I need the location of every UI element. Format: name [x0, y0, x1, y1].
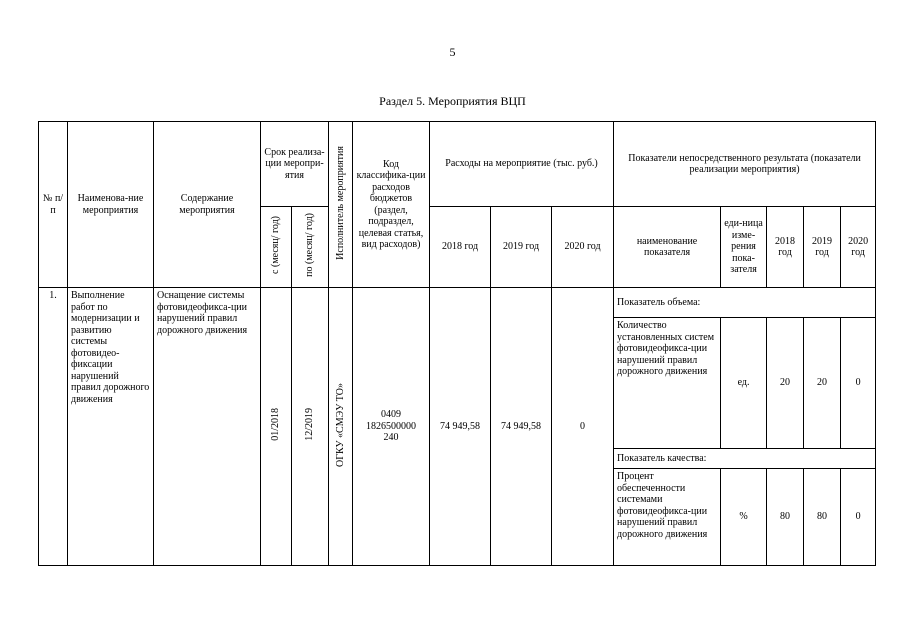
- header-row-1: [39, 122, 876, 207]
- header-ind-2020: 2020 год: [841, 207, 876, 288]
- page-number: 5: [449, 45, 456, 59]
- header-term-from-text: с (месяц/ год): [270, 216, 282, 275]
- header-term: Срок реализа-ции меропри-ятия: [261, 122, 329, 207]
- header-expenses: Расходы на мероприятие (тыс. руб.): [430, 122, 614, 207]
- indicator-2019: 20: [804, 318, 841, 449]
- row-content: Оснащение системы фотовидеофикса-ции нарушений правил дорожного движения: [154, 288, 261, 566]
- table-row: [39, 288, 876, 318]
- row-code-line3: 240: [383, 432, 399, 444]
- row-exp-2018: 74 949,58: [430, 288, 491, 566]
- indicator-name: Количество установленных систем фотовидеофикса-ции нарушений правил дорожного движения: [614, 318, 721, 449]
- section-title: Раздел 5. Мероприятия ВЦП: [379, 94, 526, 108]
- header-ind-unit: еди-ница изме-рения пока-зателя: [721, 207, 767, 288]
- header-content: Содержание мероприятия: [154, 122, 261, 288]
- row-name: Выполнение работ по модернизации и развитию системы фотовидео-фиксации нарушений правил дорожного движения: [68, 288, 154, 566]
- header-num: № п/п: [39, 122, 68, 288]
- row-code-line1: 0409: [381, 409, 402, 421]
- header-ind-2019: 2019 год: [804, 207, 841, 288]
- header-executor: [329, 122, 353, 288]
- row-exp-2020: 0: [552, 288, 614, 566]
- row-from: [261, 288, 292, 566]
- indicator-unit: ед.: [721, 318, 767, 449]
- row-from-text: 01/2018: [270, 408, 282, 442]
- row-num: 1.: [39, 288, 68, 566]
- header-code: Код классифика-ции расходов бюджетов (раздел, подраздел, целевая статья, вид расходов): [353, 122, 430, 288]
- indicator-2019: 80: [804, 469, 841, 566]
- row-code-line2: 1826500000: [366, 420, 417, 432]
- row-code: [353, 288, 430, 566]
- indicator-2020: 0: [841, 469, 876, 566]
- header-name: Наименова-ние мероприятия: [68, 122, 154, 288]
- header-term-from: [261, 207, 292, 288]
- header-ind-2018: 2018 год: [767, 207, 804, 288]
- indicator-2018: 80: [767, 469, 804, 566]
- indicator-2020: 0: [841, 318, 876, 449]
- header-year-2018: 2018 год: [430, 207, 491, 288]
- indicator-unit: %: [721, 469, 767, 566]
- header-executor-text: Исполнитель мероприятия: [334, 145, 346, 260]
- header-year-2020: 2020 год: [552, 207, 614, 288]
- header-ind-name: наименование показателя: [614, 207, 721, 288]
- indicator-name: Процент обеспеченности системами фотовидеофикса-ции нарушений правил дорожного движения: [614, 469, 721, 566]
- header-indicators: Показатели непосредственного результата (показатели реализации мероприятия): [614, 122, 876, 207]
- row-executor: [329, 288, 353, 566]
- header-year-2019: 2019 год: [491, 207, 552, 288]
- indicator-group-quality: Показатель качества:: [614, 449, 876, 469]
- row-executor-text: ОГКУ «СМЭУ ТО»: [334, 382, 346, 467]
- row-exp-2019: 74 949,58: [491, 288, 552, 566]
- row-to: [292, 288, 329, 566]
- indicator-2018: 20: [767, 318, 804, 449]
- row-to-text: 12/2019: [304, 408, 316, 442]
- measures-table: [38, 121, 876, 566]
- indicator-group-volume: Показатель объема:: [614, 288, 876, 318]
- header-term-to: [292, 207, 329, 288]
- header-term-to-text: по (месяц/ год): [304, 213, 316, 278]
